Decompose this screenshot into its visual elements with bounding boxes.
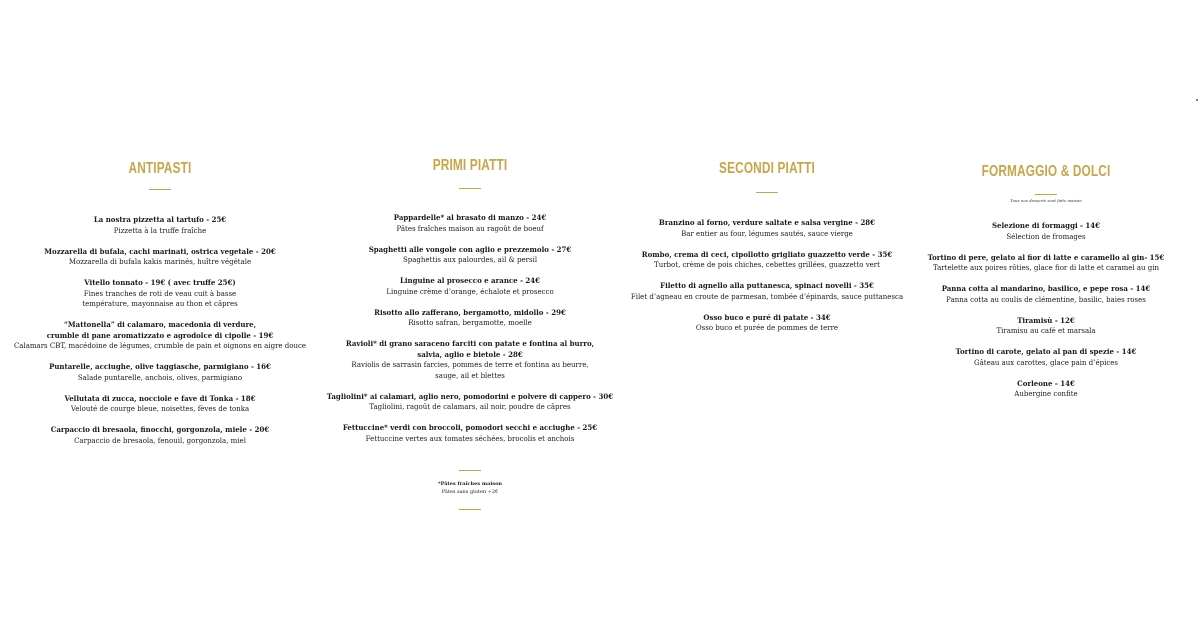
menu-item <box>320 276 620 297</box>
menu-item <box>320 308 620 329</box>
dish-description: Panna cotta au coulis de clémentine, basilic, baies roses <box>946 295 1146 304</box>
dish-name: Vitello tonnato - 19€ ( avec truffe 25€) <box>84 278 236 287</box>
note-line: Pâtes sans gluten +2€ <box>441 489 499 495</box>
dish-name: Mozzarella di bufala, cachi marinati, ostrica vegetale - 20€ <box>44 246 276 256</box>
menu-item <box>10 394 310 415</box>
dish-name: Filetto di agnello alla puttanesca, spinaci novelli - 35€ <box>660 281 874 290</box>
dish-description: Filet d’agneau en croute de parmesan, tombée d’épinards, sauce puttanesca <box>630 292 904 301</box>
dish-description: Tartelette aux poires rôties, glace fior di latte et caramel au gin <box>932 264 1160 272</box>
dish-description: Fines tranches de roti de veau cuit à basse température, mayonnaise au thon et câpres <box>82 289 238 308</box>
menu-item <box>320 245 620 266</box>
dish-description: Salade puntarelle, anchois, olives, parmigiano <box>77 373 243 382</box>
menu-item <box>320 423 620 444</box>
divider <box>459 470 481 471</box>
menu-item <box>617 250 917 271</box>
menu-item <box>320 339 620 381</box>
dish-name: Tagliolini* ai calamari, aglio nero, pomodorini e polvere di cappero - 30€ <box>326 391 614 401</box>
divider <box>459 509 481 510</box>
dish-description: Turbot, crème de pois chiches, cebettes grillées, guazzetto vert <box>654 261 880 269</box>
dish-description: Raviolis de sarrasin farcies, pommes de terre et fontina au beurre, sauge, ail et blettes <box>351 361 589 380</box>
divider <box>149 189 171 190</box>
page-marker <box>1196 99 1198 101</box>
menu-item <box>617 313 917 334</box>
dish-name: Fettuccine* verdi con broccoli, pomodori secchi e acciughe - 25€ <box>342 423 598 432</box>
menu-item <box>896 379 1196 400</box>
dish-description: Linguine crème d’orange, échalote et prosecco <box>386 287 554 296</box>
menu-item <box>617 218 917 239</box>
dish-name: Vellutata di zucca, nocciole e fave di Tonka - 18€ <box>64 393 256 403</box>
dessert-subtitle: Tous nos desserts sont faits maison <box>1010 198 1082 203</box>
dish-description: Spaghettis aux palourdes, ail & persil <box>402 256 538 264</box>
dish-description: Carpaccio de bresaola, fenouil, gorgonzola, miel <box>74 436 246 445</box>
section-title: SECONDI PIATTI <box>719 160 815 177</box>
menu-item <box>10 278 310 310</box>
dish-name: Selezione di formaggi - 14€ <box>991 221 1101 230</box>
dish-name: Pappardelle* al brasato di manzo - 24€ <box>393 213 547 222</box>
dish-description: Pizzetta à la truffe fraîche <box>113 226 207 235</box>
menu-item <box>10 425 310 446</box>
dish-description: Aubergine confite <box>1014 390 1078 398</box>
dish-name: La nostra pizzetta al tartufo - 25€ <box>93 215 227 224</box>
dish-name: “Mattonella” di calamaro, macedonia di verdure, crumble di pane aromatizzato e agrodolce di cipolle - 19€ <box>46 320 274 340</box>
dish-description: Tiramisu au café et marsala <box>996 327 1096 335</box>
dish-name: Spaghetti alle vongole con aglio e prezzemolo - 27€ <box>368 244 572 254</box>
menu-item <box>320 213 620 234</box>
menu-item <box>320 392 620 413</box>
menu-item <box>10 215 310 236</box>
menu-item <box>10 362 310 383</box>
dish-name: Puntarelle, acciughe, olive taggiasche, parmigiano - 16€ <box>49 362 271 371</box>
dish-description: Tagliolini, ragoût de calamars, ail noir, poudre de câpres <box>369 403 571 411</box>
dish-name: Risotto allo zafferano, bergamotto, midollo - 29€ <box>374 307 566 317</box>
dish-name: Rombo, crema di ceci, cipollotto grigliato guazzetto verde - 35€ <box>641 249 893 259</box>
dish-description: Velouté de courge bleue, noisettes, fèves de tonka <box>70 405 250 413</box>
dish-name: Branzino al forno, verdure saltate e salsa vergine - 28€ <box>658 218 876 227</box>
section-title: ANTIPASTI <box>128 160 192 177</box>
dish-description: Fettuccine vertes aux tomates séchées, brocolis et anchois <box>365 434 575 443</box>
menu-item <box>896 347 1196 368</box>
dish-name: Osso buco e puré di patate - 34€ <box>703 312 831 322</box>
dish-name: Tortino di pere, gelato al fior di latte e caramello al gin- 15€ <box>927 252 1165 262</box>
dish-name: Ravioli* di grano saraceno farciti con patate e fontina al burro, salvia, aglio e bietole - 28€ <box>345 339 595 359</box>
menu-item <box>896 221 1196 242</box>
dish-description: Mozzarella di bufala kakis marinés, huître végétale <box>68 258 252 266</box>
menu-item <box>896 253 1196 274</box>
divider <box>459 188 481 189</box>
pasta-note <box>320 480 620 496</box>
dish-description: Bar entier au four, légumes sautés, sauce vierge <box>681 229 853 238</box>
dish-name: Linguine al prosecco e arance - 24€ <box>399 276 541 285</box>
divider <box>756 192 778 193</box>
menu-item <box>896 284 1196 305</box>
note-line: *Pâtes fraîches maison <box>437 481 503 487</box>
section-title: FORMAGGIO & DOLCI <box>981 163 1111 180</box>
section-title: PRIMI PIATTI <box>432 157 508 174</box>
menu-item <box>617 281 917 302</box>
dish-description: Gâteau aux carottes, glace pain d’épices <box>974 358 1118 367</box>
dish-name: Tortino di carote, gelato al pan di spezie - 14€ <box>955 347 1137 356</box>
dish-description: Pâtes fraîches maison au ragoût de boeuf <box>396 224 544 233</box>
dish-description: Calamars CBT, macédoine de légumes, crumble de pain et oignons en aigre douce <box>13 342 307 350</box>
menu-item <box>896 316 1196 337</box>
dish-description: Sélection de fromages <box>1006 232 1086 241</box>
dish-description: Risotto safran, bergamotte, moelle <box>408 319 532 327</box>
divider <box>1035 194 1057 195</box>
dish-name: Panna cotta al mandarino, basilico, e pepe rosa - 14€ <box>941 284 1151 293</box>
dish-name: Carpaccio di bresaola, finocchi, gorgonzola, miele - 20€ <box>50 425 270 434</box>
dish-description: Osso buco et purée de pommes de terre <box>695 324 839 332</box>
menu-item <box>10 247 310 268</box>
dish-name: Tiramisù - 12€ <box>1017 315 1075 325</box>
dish-name: Corleone - 14€ <box>1017 378 1075 388</box>
menu-item <box>10 320 310 352</box>
